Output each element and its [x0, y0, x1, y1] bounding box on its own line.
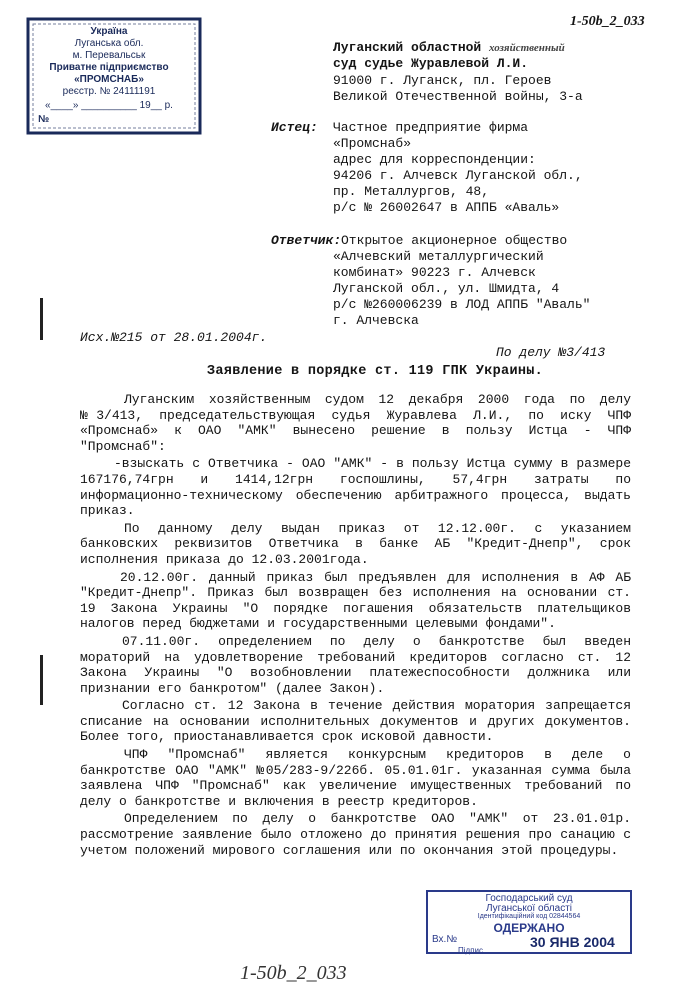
plaintiff-line: Частное предприятие фирма: [333, 120, 529, 135]
received-stamp-court: Господарський суд: [485, 893, 573, 904]
sender-stamp-no: №: [38, 114, 50, 125]
sender-stamp-line: Україна: [90, 26, 128, 37]
body-paragraph: Определением по делу о банкротстве ОАО "АМК" от 23.01.01р. рассмотрение заявление было отложено до принятия решения про санацию с учетом положений мирового соглашения или по окончания этой процедуры.: [80, 811, 631, 858]
sender-stamp-line: реєстр. № 24111191: [62, 86, 156, 97]
plaintiff-line: «Промснаб»: [333, 136, 412, 151]
reference-number: 1-50b_2_033: [570, 14, 645, 29]
body-paragraph: -взыскать с Ответчика - ОАО "АМК" - в пользу Истца сумму в размере 167176,74грн и 1414,12грн госпошлины, 57,4грн затраты по информационно-техническому обеспечению арбитражного процесса, выдать приказ.: [80, 456, 631, 519]
court-address-2: Великой Отечественной войны, 3-а: [333, 89, 583, 104]
court-line-1: [333, 40, 565, 57]
court-address-1: 91000 г. Луганск, пл. Героев: [333, 73, 552, 88]
body-paragraph: 20.12.00г. данный приказ был предъявлен для исполнения в АФ АБ "Кредит-Днепр". Приказ был возвращен без исполнения на основании ст. 19 Закона Украины "О порядке погашения обязательств плательщиков налогов перед бюджетами и государственными целевыми фондами".: [80, 569, 631, 632]
defendant-label: Ответчик:: [271, 233, 342, 248]
defendant-line: комбинат» 90223 г. Алчевск: [333, 265, 536, 280]
body-paragraph: По данному делу выдан приказ от 12.12.00г. с указанием банковских реквизитов Ответчика в банке АБ "Кредит-Днепр", срок исполнения приказа до 12.03.2001года.: [80, 520, 631, 567]
defendant-line: «Алчевский металлургический: [333, 249, 544, 264]
footer-handwritten-number: 1-50b_2_033: [240, 962, 347, 984]
body-paragraph: Согласно ст. 12 Закона в течение действия моратория запрещается списание на основании исполнительных документов и других документов. Более того, приостанавливается срок исковой давности.: [80, 698, 631, 745]
outgoing-number: Исх.№215 от 28.01.2004г.: [80, 330, 268, 345]
document-body: [80, 392, 631, 860]
received-stamp-sign-label: Підпис: [458, 946, 483, 955]
margin-mark: [40, 655, 43, 705]
plaintiff-line: адрес для корреспонденции:: [333, 152, 536, 167]
received-stamp-date: 30 ЯНВ 2004: [530, 934, 615, 950]
court-judge: суд судье Журавлевой Л.И.: [333, 56, 529, 71]
sender-stamp-line: «ПРОМСНАБ»: [74, 74, 144, 85]
plaintiff-label: Истец:: [271, 120, 318, 135]
sender-stamp-line: Приватне підприємство: [49, 62, 169, 73]
body-paragraph: ЧПФ "Промснаб" является конкурсным кредиторов в деле о банкротстве ОАО "АМК" №05/283-9/226б. 05.01.01г. указанная сумма была заявлена ЧПФ "Промснаб" как увеличение имущественных требований по делу о банкротстве и включения в реестр кредиторов.: [80, 747, 631, 809]
body-paragraph: 07.11.00г. определением по делу о банкротстве был введен мораторий на удовлетворение требований кредиторов согласно ст. 12 Закона Украины "О возобновлении платежеспособности должника или признании его банкротом" (далее Закон).: [80, 633, 631, 696]
document-title: Заявление в порядке ст. 119 ГПК Украины.: [207, 364, 544, 379]
defendant-line: Луганской обл., ул. Шмидта, 4: [333, 281, 560, 296]
sender-stamp: [24, 16, 204, 136]
plaintiff-line: пр. Металлургов, 48,: [333, 184, 490, 199]
case-reference: По делу №3/413: [496, 345, 606, 360]
received-stamp-code: Ідентифікаційний код 02844564: [477, 913, 581, 920]
defendant-line: Открытое акционерное общество: [341, 233, 568, 248]
defendant-line: р/с №260006239 в ЛОД АППБ "Аваль": [333, 297, 591, 312]
received-stamp-status: ОДЕРЖАНО: [493, 921, 565, 935]
court-handwritten: хозяйственный: [489, 42, 565, 54]
received-stamp-in-label: Вх.№: [432, 934, 458, 945]
sender-stamp-line: м. Перевальськ: [72, 50, 146, 61]
defendant-line: г. Алчевска: [333, 313, 419, 328]
body-paragraph: Луганским хозяйственным судом 12 декабря 2000 года по делу №3/413, председательствующая судья Журавлева Л.И., по иску ЧПФ «Промснаб» к ОАО "АМК" вынесено решение в пользу Истца - ЧПФ "Промснаб":: [80, 392, 631, 454]
margin-mark: [40, 298, 43, 340]
plaintiff-line: 94206 г. Алчевск Луганской обл.,: [333, 168, 583, 183]
received-stamp-region: Луганської області: [485, 903, 573, 914]
received-stamp: [424, 888, 634, 956]
sender-stamp-line: Луганська обл.: [74, 38, 144, 49]
sender-stamp-date: «____» __________ 19__ р.: [45, 100, 173, 111]
plaintiff-line: р/с № 26002647 в АППБ «Аваль»: [333, 200, 560, 215]
court-name: Луганский областной: [333, 40, 482, 55]
